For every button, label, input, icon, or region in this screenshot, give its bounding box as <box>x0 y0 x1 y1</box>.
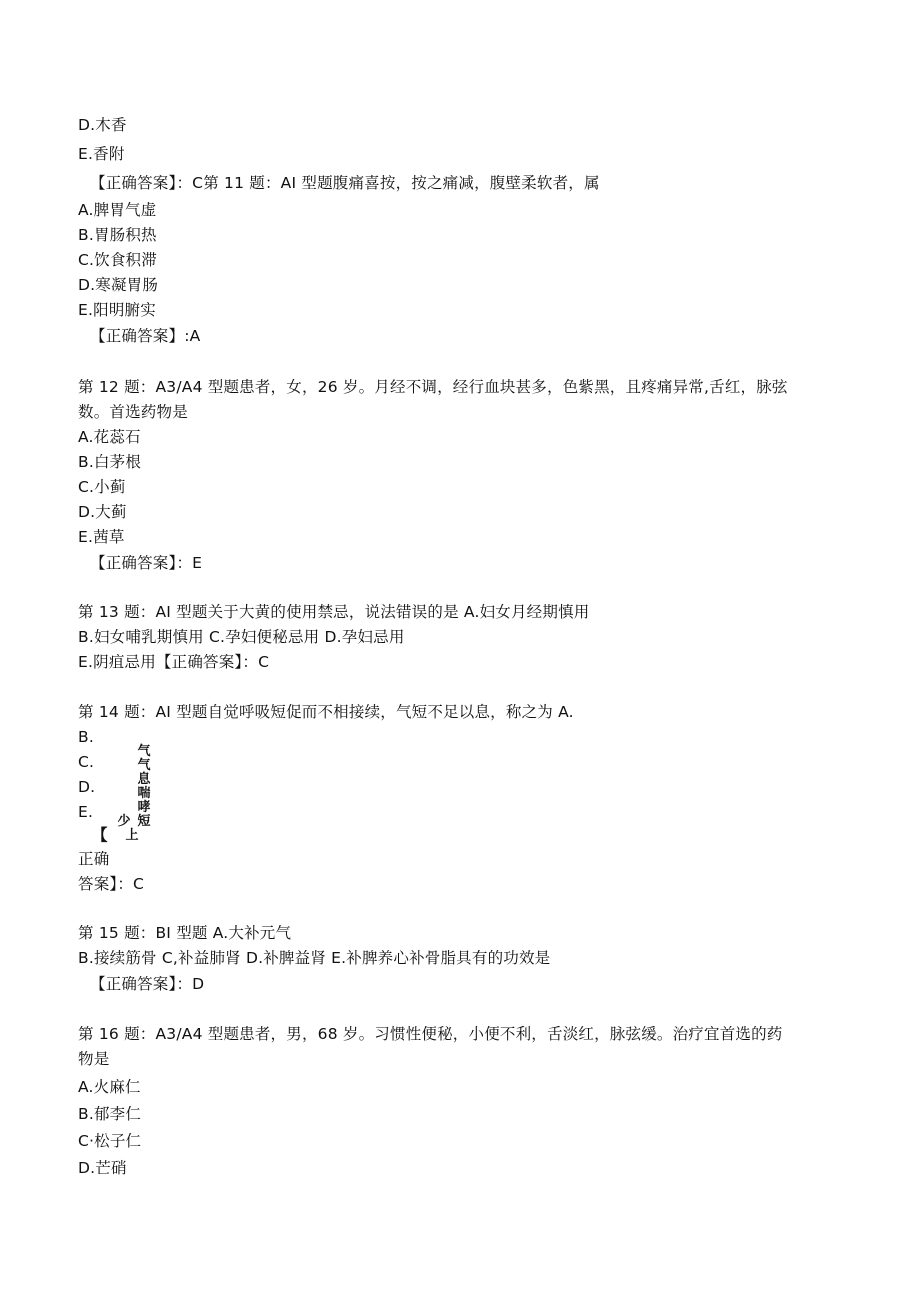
q12-stem-line1: 第 12 题：A3/A4 型题患者，女，26 岁。月经不调，经行血块甚多，色紫黑，且疼痛异常,舌红，脉弦 <box>78 378 788 396</box>
q14-vertical-text-3: 气气息喘哮短 <box>137 744 151 829</box>
q14-option-d: D. <box>78 778 96 796</box>
q16-option-b: B.郁李仁 <box>78 1105 142 1123</box>
q12-option-a: A.花蕊石 <box>78 428 141 446</box>
q12-option-e: E.茜草 <box>78 528 125 546</box>
q10-option-e: E.香附 <box>78 145 125 163</box>
q16-option-d: D.芒硝 <box>78 1159 127 1177</box>
q11-option-d: D.寒凝胃肠 <box>78 276 159 294</box>
q12-stem-line2: 数。首选药物是 <box>78 403 188 421</box>
q14-option-b: B. <box>78 728 94 746</box>
q14-vertical-text-1: 少 <box>117 814 131 829</box>
q11-answer: 【正确答案】:A <box>90 327 201 345</box>
q13-stem: 第 13 题：AI 型题关于大黄的使用禁忌，说法错误的是 A.妇女月经期慎用 <box>78 603 590 621</box>
q12-option-c: C.小蓟 <box>78 478 126 496</box>
q14-stem: 第 14 题：AI 型题自觉呼吸短促而不相接续，气短不足以息，称之为 A. <box>78 703 574 721</box>
q13-options: B.妇女哺乳期慎用 C.孕妇便秘忌用 D.孕妇忌用 <box>78 628 405 646</box>
q14-answer-line1: 正确 <box>78 850 110 868</box>
q10-option-d: D.木香 <box>78 116 127 134</box>
q16-stem-line1: 第 16 题：A3/A4 型题患者，男，68 岁。习惯性便秘，小便不利，舌淡红，脉弦缓。治疗宜首选的药 <box>78 1025 783 1043</box>
q12-option-d: D.大蓟 <box>78 503 127 521</box>
q15-stem: 第 15 题：BI 型题 A.大补元气 <box>78 924 292 942</box>
q11-stem: 第 11 题：AI 型题腹痛喜按，按之痛减，腹壁柔软者，属 <box>203 174 600 192</box>
q11-option-b: B.胃肠积热 <box>78 226 157 244</box>
q16-option-a: A.火麻仁 <box>78 1078 141 1096</box>
q14-option-e: E. <box>78 803 94 821</box>
q16-option-c: C·松子仁 <box>78 1132 142 1150</box>
q10-answer-q11-stem <box>90 173 600 193</box>
q14-option-c: C. <box>78 753 95 771</box>
q12-answer: 【正确答案】：E <box>90 554 203 572</box>
q14-answer-line2: 答案】：C <box>78 875 145 893</box>
q11-option-a: A.脾胃气虚 <box>78 201 157 219</box>
q14-vertical-text-2: 上 <box>125 828 139 843</box>
q11-option-e: E.阳明腑实 <box>78 301 156 319</box>
q14-bracket: 【 <box>92 826 108 844</box>
q15-options: B.接续筋骨 C,补益肺肾 D.补脾益肾 E.补脾养心补骨脂具有的功效是 <box>78 949 551 967</box>
q15-answer: 【正确答案】：D <box>90 975 205 993</box>
q12-option-b: B.白茅根 <box>78 453 142 471</box>
q11-option-c: C.饮食积滞 <box>78 251 157 269</box>
q16-stem-line2: 物是 <box>78 1050 110 1068</box>
q10-answer: 【正确答案】：C <box>90 174 204 192</box>
q13-option-e-answer: E.阴疽忌用【正确答案】：C <box>78 653 270 671</box>
